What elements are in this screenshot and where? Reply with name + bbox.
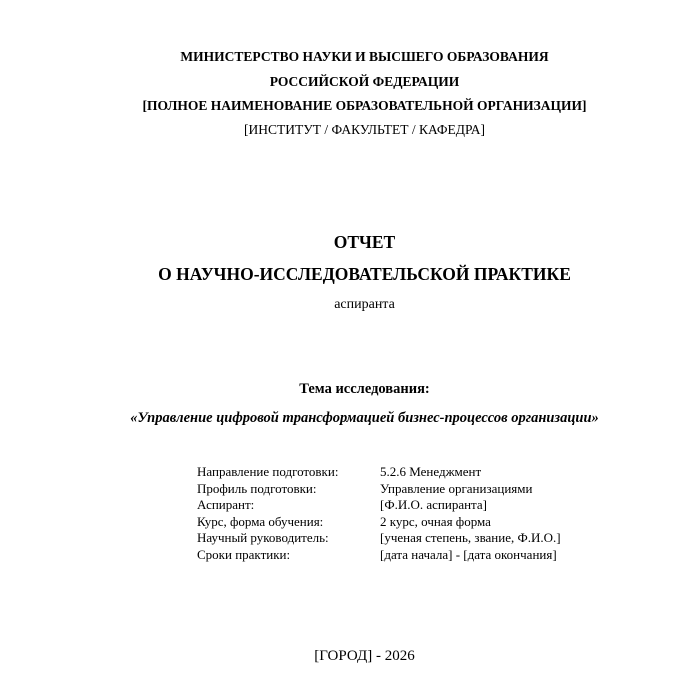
- info-label: Аспирант:: [197, 497, 255, 512]
- report-title: ОТЧЕТ: [333, 232, 396, 252]
- info-label: Научный руководитель:: [197, 530, 329, 545]
- info-row-student: [197, 497, 561, 514]
- ministry-line-2: РОССИЙСКОЙ ФЕДЕРАЦИИ: [269, 74, 460, 89]
- info-value: 2 курс, очная форма: [380, 513, 491, 529]
- report-title-line-2: О НАУЧНО-ИССЛЕДОВАТЕЛЬСКОЙ ПРАКТИКЕ: [158, 264, 571, 284]
- info-value: [дата начала] - [дата окончания]: [380, 546, 557, 562]
- topic-label: Тема исследования:: [299, 381, 430, 397]
- info-value: [Ф.И.О. аспиранта]: [380, 497, 487, 512]
- ministry-line-1: МИНИСТЕРСТВО НАУКИ И ВЫСШЕГО ОБРАЗОВАНИЯ: [180, 49, 549, 64]
- info-label: Направление подготовки:: [197, 464, 339, 479]
- info-row-course: [197, 514, 561, 531]
- info-value: 5.2.6 Менеджмент: [380, 464, 482, 479]
- info-label: Сроки практики:: [197, 546, 291, 562]
- info-row-dates: [197, 547, 561, 564]
- info-value: [ученая степень, звание, Ф.И.О.]: [380, 530, 561, 545]
- info-row-profile: [197, 481, 561, 498]
- info-label: Профиль подготовки:: [197, 480, 317, 496]
- topic-value: «Управление цифровой трансформацией бизнес-процессов организации»: [130, 410, 599, 426]
- info-table: [197, 464, 561, 563]
- info-row-direction: [197, 464, 561, 481]
- report-subtitle: аспиранта: [334, 297, 395, 312]
- organization-name: [ПОЛНОЕ НАИМЕНОВАНИЕ ОБРАЗОВАТЕЛЬНОЙ ОРГАНИЗАЦИИ]: [142, 98, 587, 113]
- info-row-supervisor: [197, 530, 561, 547]
- info-value: Управление организациями: [380, 480, 533, 496]
- department-name: [ИНСТИТУТ / ФАКУЛЬТЕТ / КАФЕДРА]: [243, 122, 486, 137]
- city-year: [ГОРОД] - 2026: [314, 648, 415, 664]
- info-label: Курс, форма обучения:: [197, 513, 324, 529]
